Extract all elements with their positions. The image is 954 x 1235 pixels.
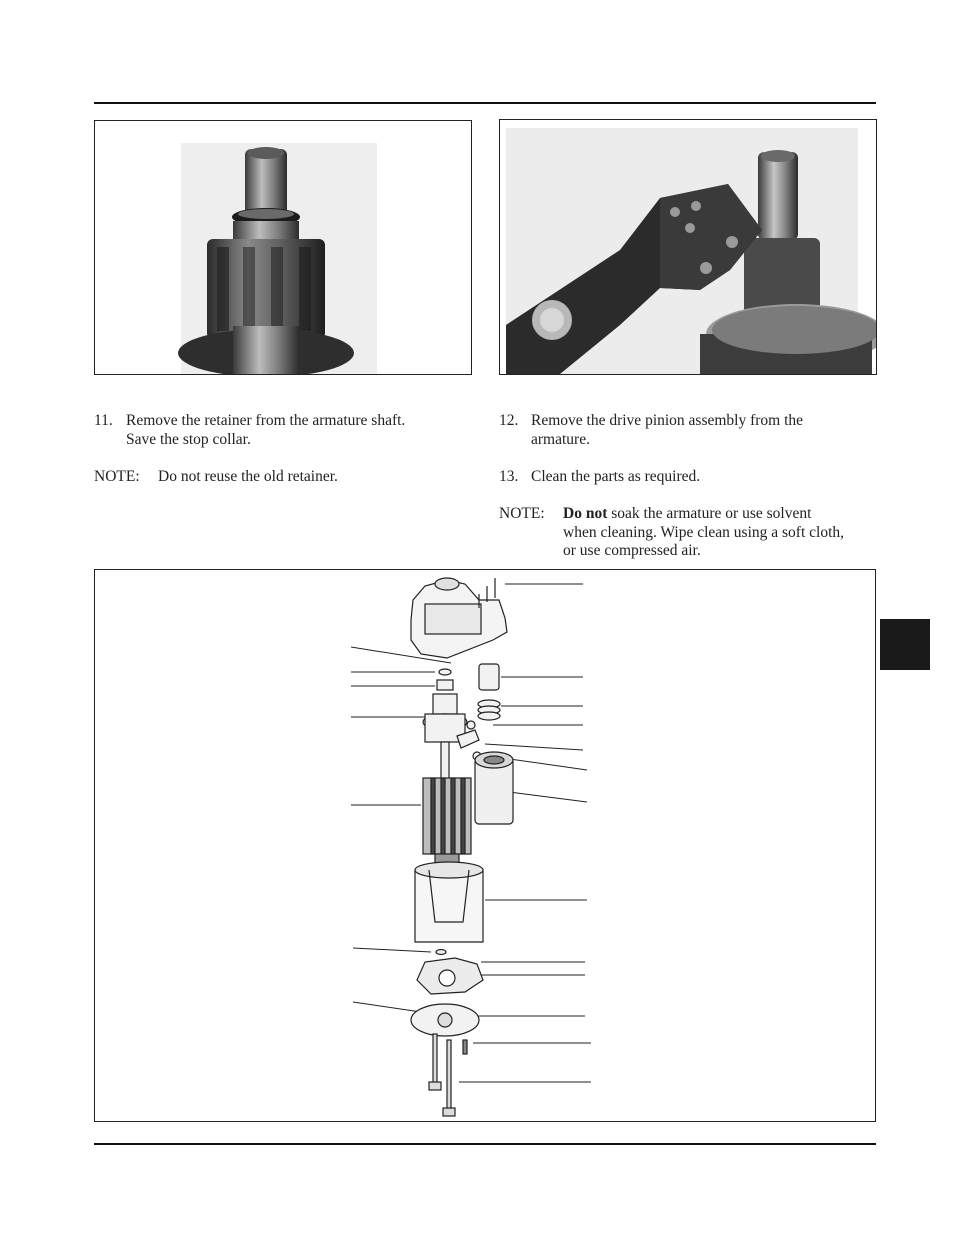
photo-armature-retainer [94, 120, 472, 375]
drive-pinion-image [500, 120, 876, 374]
starter-exploded-view [95, 570, 875, 1121]
step-11 [94, 412, 474, 452]
note-text-line1 [563, 505, 811, 524]
step-text-line2: Save the stop collar. [126, 430, 251, 448]
note-right [499, 505, 879, 563]
note-bold: Do not [563, 505, 608, 522]
note-label: NOTE: [499, 505, 545, 522]
step-text-line2: armature. [531, 430, 590, 448]
step-13 [499, 468, 879, 488]
bottom-rule [94, 1143, 876, 1145]
note-label: NOTE: [94, 468, 140, 485]
step-12 [499, 412, 879, 452]
step-number: 11. [94, 412, 113, 429]
exploded-view-diagram [94, 569, 876, 1122]
note-text-line3: or use compressed air. [563, 542, 701, 559]
step-text-line1: Clean the parts as required. [531, 468, 701, 485]
step-number: 13. [499, 468, 519, 485]
note-text: Do not reuse the old retainer. [158, 468, 338, 485]
note-text-rest: soak the armature or use solvent [607, 505, 812, 522]
note-left [94, 468, 474, 488]
note-text-line2: when cleaning. Wipe clean using a soft cloth, [563, 523, 845, 541]
step-text-line1: Remove the retainer from the armature shaft. [126, 412, 406, 429]
armature-retainer-image [95, 121, 471, 374]
section-tab-marker [880, 619, 930, 670]
top-rule [94, 102, 876, 104]
step-number: 12. [499, 412, 519, 429]
step-text-line1: Remove the drive pinion assembly from the [531, 412, 804, 429]
photo-drive-pinion-removal [499, 119, 877, 375]
